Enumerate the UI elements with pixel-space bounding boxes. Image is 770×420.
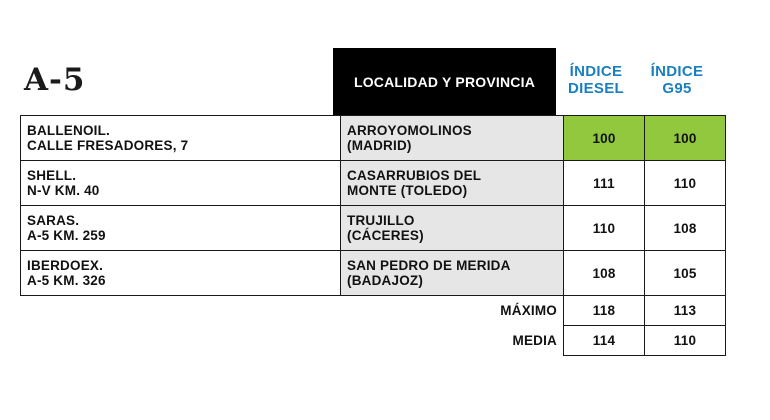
station-name: IBERDOEX. [27, 258, 104, 273]
station-address: N-V KM. 40 [27, 183, 100, 198]
station-cell [21, 161, 341, 206]
station-cell [21, 251, 341, 296]
diesel-index-cell: 110 [564, 206, 645, 251]
station-name: SHELL. [27, 168, 77, 183]
locality-province: MONTE (TOLEDO) [347, 183, 468, 198]
locality-town: TRUJILLO [347, 213, 415, 228]
station-name: SARAS. [27, 213, 80, 228]
table-row [21, 161, 726, 206]
header-diesel-index [556, 63, 636, 97]
locality-cell [341, 161, 564, 206]
stat-label-average: MEDIA [512, 333, 557, 348]
blank-cell [21, 326, 341, 356]
blank-cell [21, 296, 341, 326]
g95-avg-cell: 110 [645, 326, 726, 356]
header-diesel-line2: DIESEL [568, 80, 624, 97]
g95-max-cell: 113 [645, 296, 726, 326]
header-diesel-line1: ÍNDICE [569, 63, 623, 80]
locality-province: (MADRID) [347, 138, 412, 153]
station-address: CALLE FRESADORES, 7 [27, 138, 189, 153]
g95-index-cell: 110 [645, 161, 726, 206]
header-g95-index [637, 63, 717, 97]
diesel-avg-cell: 114 [564, 326, 645, 356]
locality-cell [341, 251, 564, 296]
locality-town: SAN PEDRO DE MERIDA [347, 258, 511, 273]
stat-label-maximum: MÁXIMO [500, 303, 557, 319]
road-title: A-5 [24, 62, 86, 98]
diesel-index-cell: 108 [564, 251, 645, 296]
g95-index-cell: 108 [645, 206, 726, 251]
table-row [21, 116, 726, 161]
locality-town: ARROYOMOLINOS [347, 123, 472, 138]
station-cell [21, 116, 341, 161]
station-address: A-5 KM. 326 [27, 273, 106, 288]
diesel-max-cell: 118 [564, 296, 645, 326]
table-row [21, 251, 726, 296]
g95-index-cell: 100 [645, 116, 726, 161]
locality-cell [341, 206, 564, 251]
station-address: A-5 KM. 259 [27, 228, 106, 243]
locality-province: (BADAJOZ) [347, 273, 424, 288]
g95-index-cell: 105 [645, 251, 726, 296]
station-name: BALLENOIL. [27, 123, 110, 138]
diesel-index-cell: 111 [564, 161, 645, 206]
locality-cell [341, 116, 564, 161]
station-cell [21, 206, 341, 251]
locality-town: CASARRUBIOS DEL [347, 168, 482, 183]
header-g95-line1: ÍNDICE [650, 63, 704, 80]
fuel-price-table [20, 115, 726, 356]
stat-row-maximum [21, 296, 726, 326]
locality-province: (CÁCERES) [347, 228, 424, 243]
diesel-index-cell: 100 [564, 116, 645, 161]
header-g95-line2: G95 [662, 80, 692, 97]
table-row [21, 206, 726, 251]
header-locality: LOCALIDAD Y PROVINCIA [333, 48, 556, 115]
stat-row-average [21, 326, 726, 356]
